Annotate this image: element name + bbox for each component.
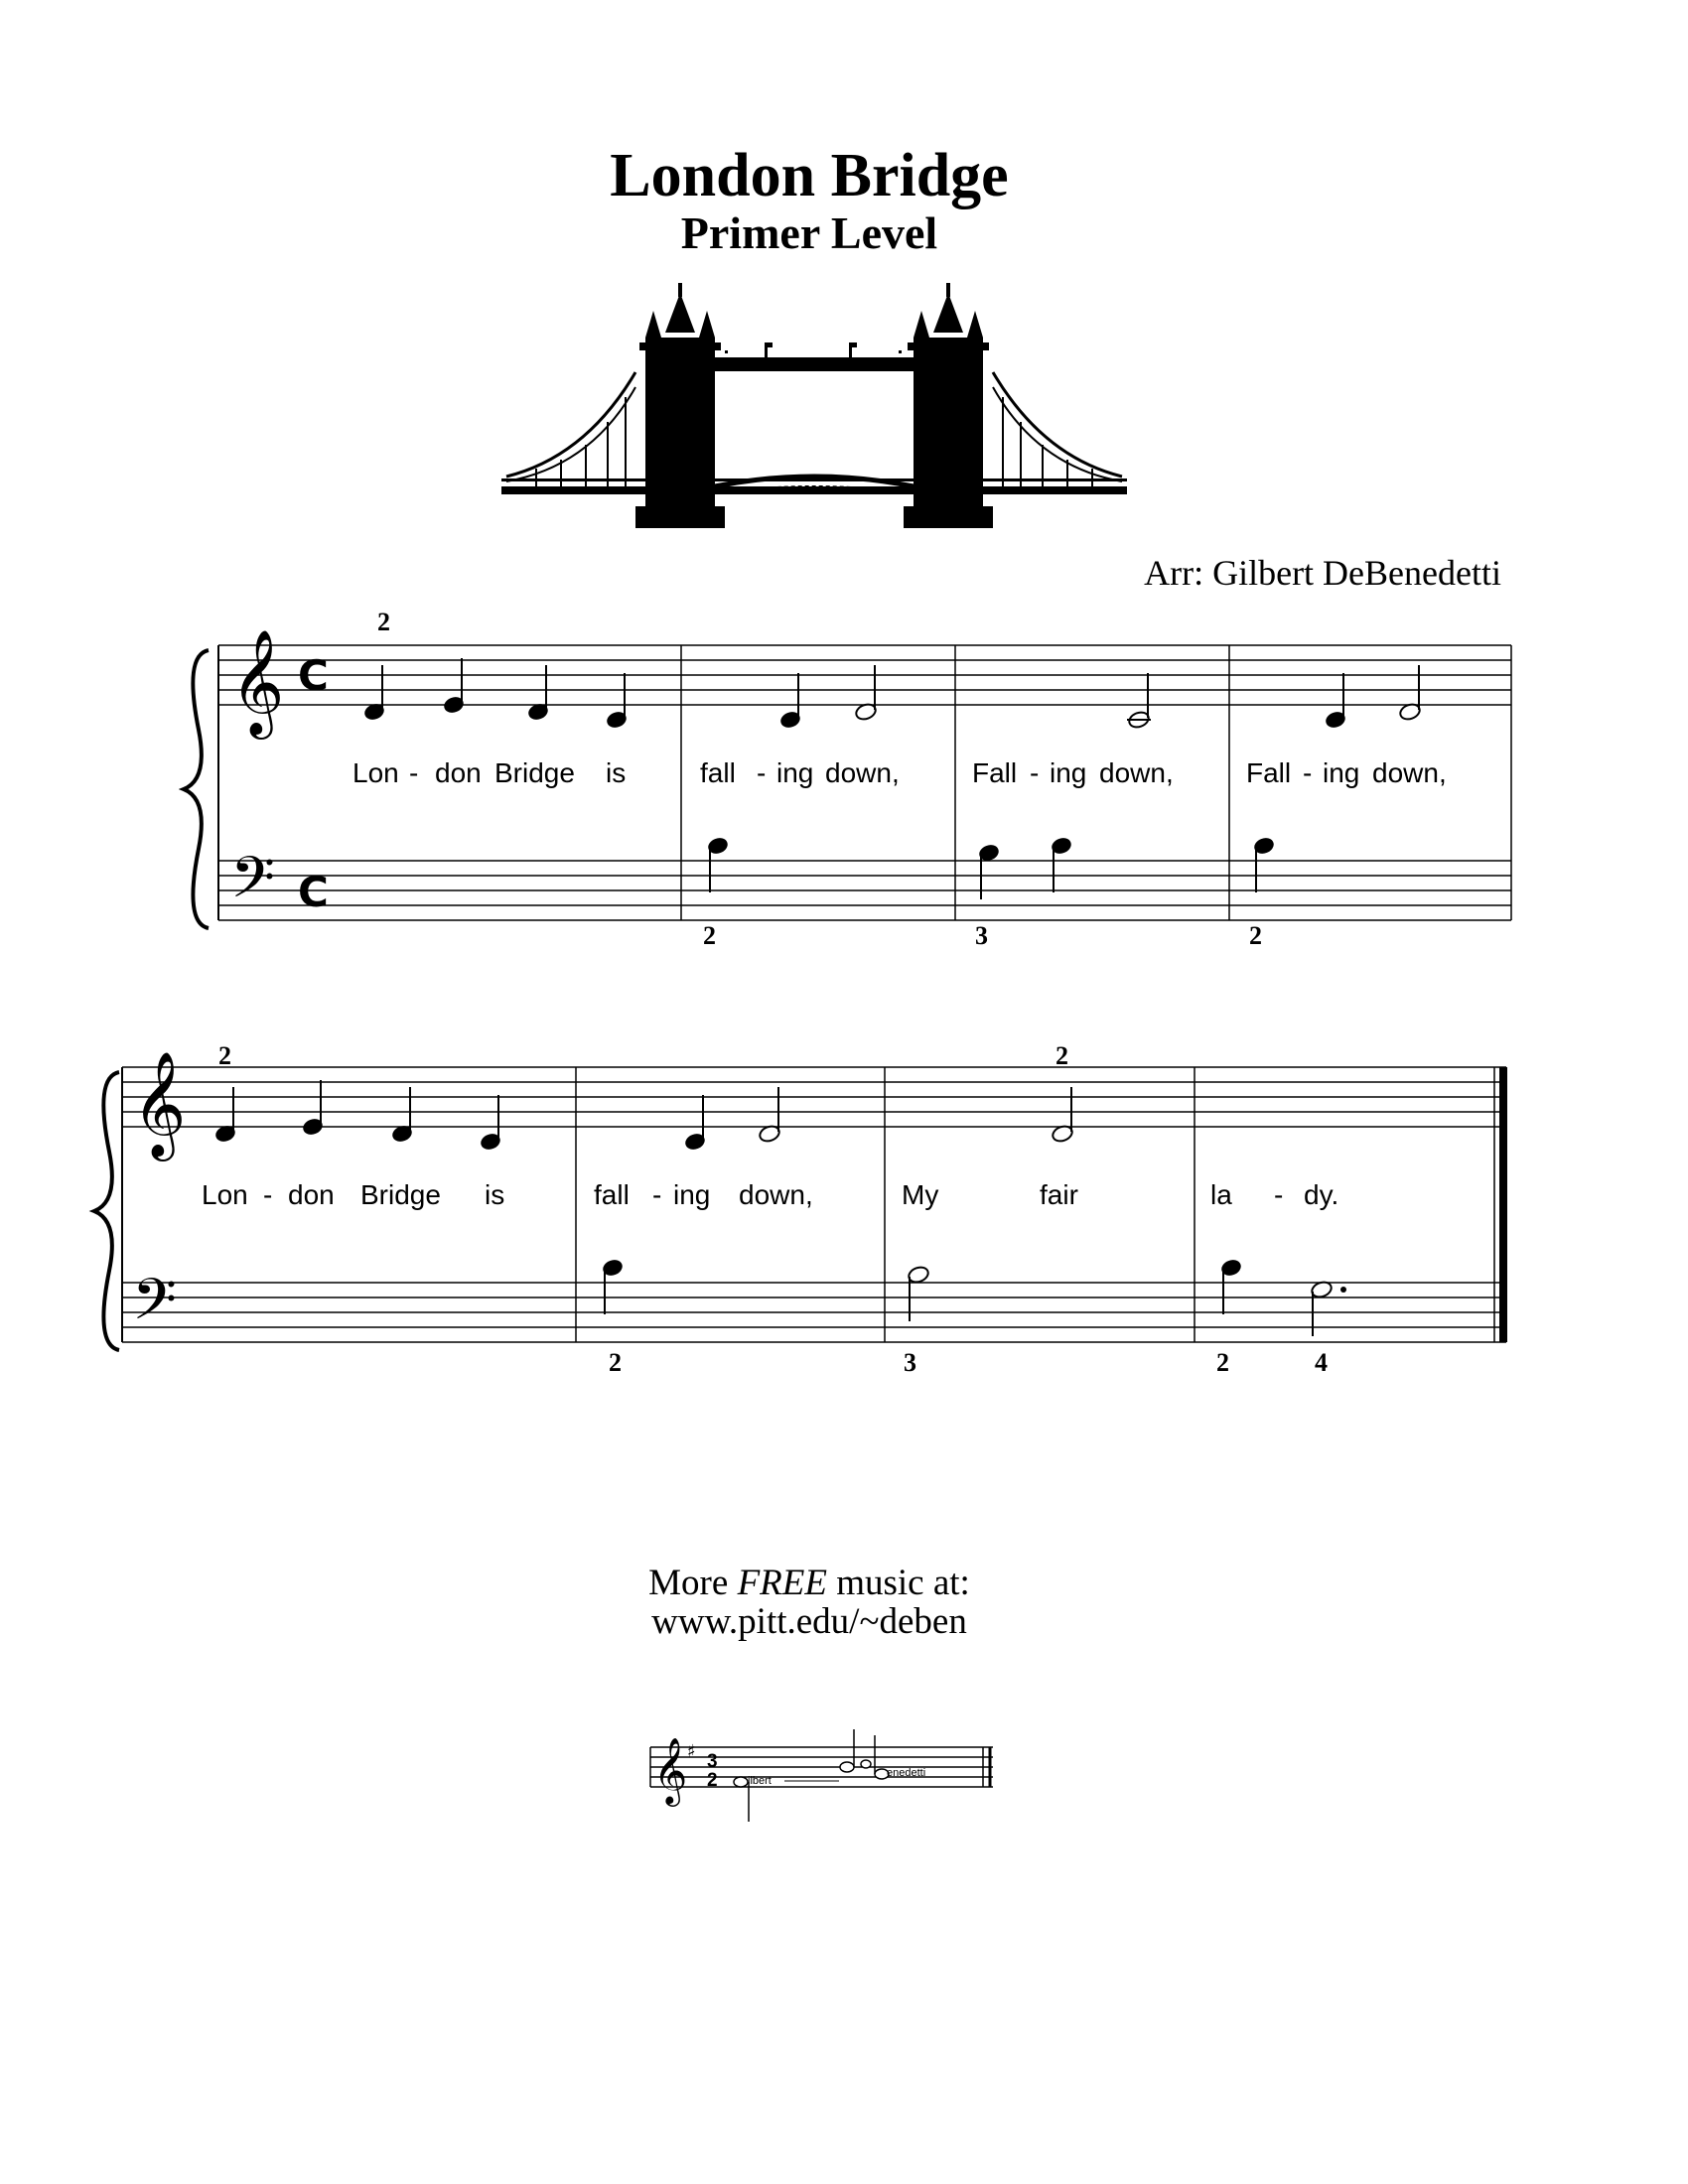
svg-text:la: la	[1210, 1179, 1232, 1210]
lyrics-line-2	[202, 1179, 1338, 1210]
footer-prefix: More	[648, 1563, 738, 1603]
notes-measure-5	[214, 1080, 500, 1151]
svg-text:down,: down,	[1099, 757, 1174, 788]
lyrics-line-1	[352, 757, 1447, 788]
fingering-number: 2	[1216, 1348, 1229, 1377]
svg-text:don: don	[288, 1179, 335, 1210]
svg-text:down,: down,	[825, 757, 900, 788]
svg-text:dy.: dy.	[1304, 1179, 1339, 1210]
bass-staff	[218, 861, 1511, 920]
treble-clef-icon: 𝄞	[230, 628, 285, 735]
arranger-credit: Arr: Gilbert DeBenedetti	[1144, 553, 1501, 593]
svg-text:ing: ing	[776, 757, 814, 788]
signature-text-left: ilbert	[748, 1775, 772, 1787]
fingering-number: 3	[904, 1348, 916, 1377]
svg-text:-: -	[757, 757, 767, 788]
svg-text:ing: ing	[673, 1179, 711, 1210]
svg-text:is: is	[485, 1179, 505, 1210]
signature-text-right: enedetti	[887, 1767, 926, 1779]
svg-text:fall: fall	[594, 1179, 630, 1210]
notes-measure-3	[1127, 673, 1151, 730]
svg-text:down,: down,	[739, 1179, 813, 1210]
music-system-2	[84, 1037, 1524, 1380]
treble-staff	[218, 645, 1511, 705]
svg-text:-: -	[409, 757, 419, 788]
svg-text:-: -	[1030, 757, 1040, 788]
fingering-number: 2	[1055, 1041, 1068, 1070]
svg-text:fair: fair	[1040, 1179, 1078, 1210]
svg-text:Fall: Fall	[1246, 757, 1292, 788]
composer-signature-logo	[645, 1717, 1003, 1827]
treble-clef-icon: 𝄞	[132, 1050, 187, 1157]
bass-staff	[122, 1283, 1506, 1342]
svg-text:ing: ing	[1050, 757, 1087, 788]
fingering-number: 2	[609, 1348, 622, 1377]
music-system-1	[179, 611, 1519, 953]
notes-measure-1	[363, 658, 627, 729]
svg-text:Fall: Fall	[972, 757, 1018, 788]
svg-text:ing: ing	[1323, 757, 1360, 788]
grand-staff-brace	[184, 650, 209, 928]
tower-bridge-illustration	[496, 283, 1132, 531]
svg-text:down,: down,	[1372, 757, 1447, 788]
level-subtitle: Primer Level	[680, 207, 938, 258]
footer-url: www.pitt.edu/~deben	[651, 1601, 967, 1642]
signature-sharp-icon: ♯	[687, 1741, 696, 1762]
footer-more-music	[0, 1562, 1618, 1604]
svg-text:Lon: Lon	[202, 1179, 248, 1210]
svg-text:-: -	[263, 1179, 273, 1210]
bass-clef-icon: 𝄢	[230, 844, 276, 925]
svg-text:-: -	[1274, 1179, 1284, 1210]
svg-text:Bridge: Bridge	[494, 757, 575, 788]
footer-emphasis: FREE	[737, 1563, 827, 1603]
svg-text:is: is	[606, 757, 627, 788]
song-title: London Bridge	[610, 142, 1009, 209]
time-signature-bass: C	[298, 868, 329, 916]
notes-measure-7	[1051, 1087, 1074, 1144]
signature-time-top: 3	[707, 1751, 718, 1772]
svg-text:don: don	[435, 757, 482, 788]
svg-text:-: -	[652, 1179, 662, 1210]
treble-staff	[122, 1067, 1506, 1127]
footer-suffix: music at:	[826, 1563, 970, 1603]
time-signature-treble: C	[298, 651, 329, 700]
fingering-number: 4	[1315, 1348, 1328, 1377]
svg-text:Lon: Lon	[352, 757, 399, 788]
final-barline-thick	[1499, 1067, 1507, 1342]
fingering-number: 2	[377, 611, 390, 636]
grand-staff-brace	[94, 1072, 119, 1350]
fingering-number: 2	[703, 921, 716, 950]
signature-time-bottom: 2	[707, 1770, 718, 1791]
svg-text:-: -	[1303, 757, 1313, 788]
fingering-number: 2	[218, 1041, 231, 1070]
svg-text:My: My	[902, 1179, 939, 1210]
fingering-number: 3	[975, 921, 988, 950]
fingering-number: 2	[1249, 921, 1262, 950]
signature-treble-clef-icon: 𝄞	[653, 1736, 688, 1804]
svg-text:Bridge: Bridge	[360, 1179, 441, 1210]
svg-text:fall: fall	[700, 757, 736, 788]
bass-clef-icon: 𝄢	[132, 1266, 178, 1347]
